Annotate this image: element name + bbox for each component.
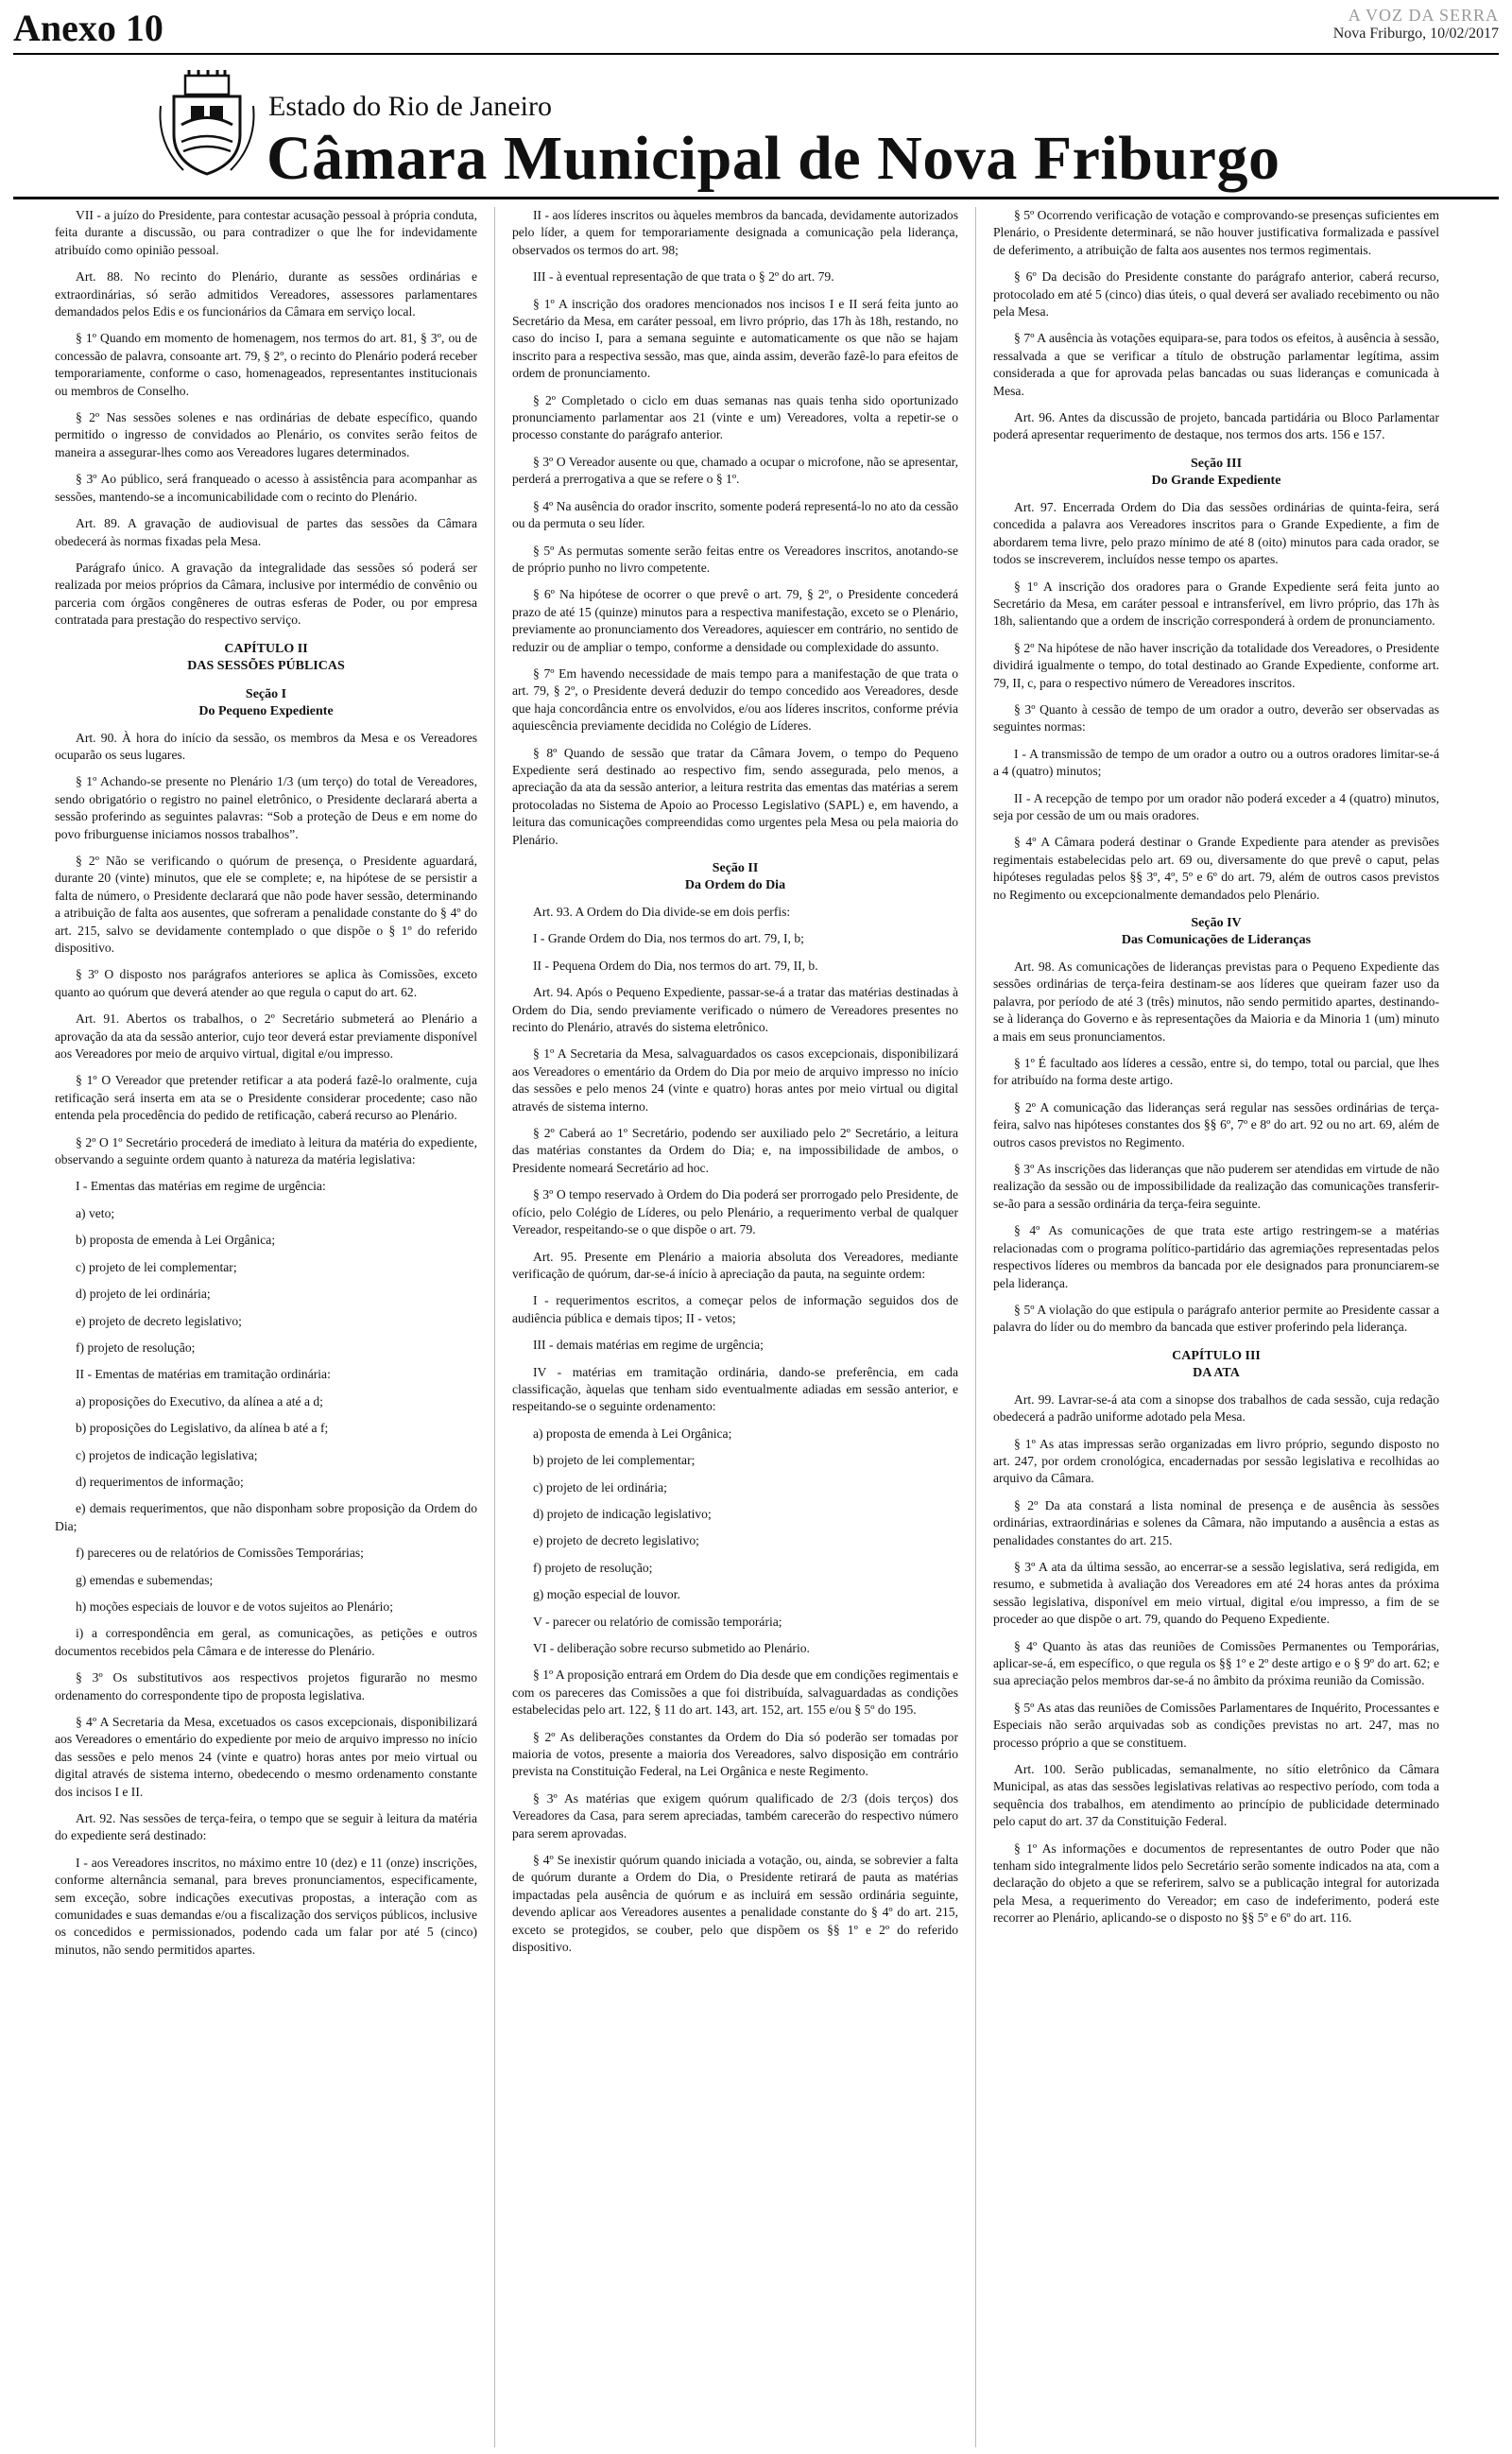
- column-3: [975, 207, 1456, 2447]
- paragraph: Art. 96. Antes da discussão de projeto, bancada partidária ou Bloco Parlamentar poderá apresentar requerimento de destaque, nos termos dos arts. 156 e 157.: [993, 410, 1439, 442]
- paragraph: § 7º Em havendo necessidade de mais tempo para a manifestação de que trata o art. 79, § 2º, o Presidente deverá deduzir do tempo concedido aos Vereadores, desde que haja concordância entre os envolvidos, e/ou aos líderes inscritos, conforme prévia aquiescência previamente decidida no Colégio de Líderes.: [512, 665, 958, 734]
- paragraph: § 2º As deliberações constantes da Ordem do Dia só poderão ser tomadas por maioria de votos, presente a maioria dos Vereadores, salvo disposição em contrário prevista na Constituição Federal, na Lei Orgânica e neste Regimento.: [512, 1729, 958, 1779]
- paragraph: h) moções especiais de louvor e de votos sujeitos ao Plenário;: [76, 1599, 393, 1614]
- chamber-name: Câmara Municipal de Nova Friburgo: [266, 124, 1280, 193]
- paragraph: c) projeto de lei complementar;: [76, 1259, 237, 1274]
- paragraph: § 1º A inscrição dos oradores mencionados nos incisos I e II será feita junto ao Secretário da Mesa, em caráter pessoal, em livro próprio, das 17h às 18h, restando, no caso do inciso I, para a semana seguinte e automaticamente os que não se hajam inscrito para a respectiva sessão, mas que, ainda assim, deverão fazê-lo para efeitos de ordem de pronunciamento.: [512, 296, 958, 381]
- section-heading: [993, 915, 1439, 949]
- section-heading: [993, 456, 1439, 490]
- paragraph: Art. 89. A gravação de audiovisual de partes das sessões da Câmara obedecerá às normas fixadas pela Mesa.: [55, 516, 477, 548]
- section-heading: [993, 1348, 1439, 1382]
- paragraph: I - A transmissão de tempo de um orador a outro ou a outros oradores limitar-se-á a 4 (quatro) minutos;: [993, 746, 1439, 779]
- paragraph: § 1º A inscrição dos oradores para o Grande Expediente será feita junto ao Secretário da Mesa, em caráter pessoal e intransferível, em livro próprio, das 17h às 18h, salientando que a ordem de inscrição corresponderá à ordem de pronunciamento.: [993, 579, 1439, 629]
- paragraph: Art. 94. Após o Pequeno Expediente, passar-se-á a tratar das matérias destinadas à Ordem do Dia, sendo previamente verificado o número de Vereadores presentes no recinto do Plenário, através do sistema eletrônico.: [512, 985, 958, 1035]
- paragraph: VI - deliberação sobre recurso submetido ao Plenário.: [533, 1641, 810, 1655]
- paragraph: f) pareceres ou de relatórios de Comissões Temporárias;: [76, 1546, 364, 1561]
- heading-line: DAS SESSÕES PÚBLICAS: [187, 658, 345, 673]
- section-heading: [55, 686, 477, 720]
- paragraph: a) proposições do Executivo, da alínea a até a d;: [76, 1393, 323, 1408]
- paragraph: I - Ementas das matérias em regime de urgência:: [76, 1179, 326, 1194]
- heading-line: Das Comunicações de Lideranças: [1121, 933, 1312, 947]
- paragraph: II - Ementas de matérias em tramitação ordinária:: [76, 1367, 331, 1382]
- paragraph: d) projeto de lei ordinária;: [76, 1287, 211, 1302]
- paragraph: § 1º A proposição entrará em Ordem do Dia desde que em condições regimentais e com os pareceres das Comissões a que foi distribuída, salvaguardadas as condições estabelecidas pelo art. 122, § 11 do art. 143, art. 152, art. 155 e/ou § 5º do 195.: [512, 1668, 958, 1718]
- paragraph: § 6º Da decisão do Presidente constante do parágrafo anterior, caberá recurso, protocolado em até 5 (cinco) dias úteis, o qual deverá ser avaliado recebimento ou não pela Mesa.: [993, 269, 1439, 320]
- paragraph: § 4º Se inexistir quórum quando iniciada a votação, ou, ainda, se sobrevier a falta de quórum durante a Ordem do Dia, o Presidente retirará de pauta as matérias impactadas pela ausência de quórum e as incluirá em sessão ordinária seguinte, devendo aplicar aos Vereadores ausentes a penalidade constante do § 4º do art. 215, exceto se protegidos, se couber, pelo que dispõem os §§ 1º e 2º do referido dispositivo.: [512, 1853, 958, 1955]
- paragraph: § 3º As matérias que exigem quórum qualificado de 2/3 (dois terços) dos Vereadores da Casa, para serem apreciadas, também carecerão do respectivo número para serem aprovadas.: [512, 1790, 958, 1840]
- column-2: [494, 207, 975, 2447]
- paragraph: II - A recepção de tempo por um orador não poderá exceder a 4 (quatro) minutos, seja por cessão de um ou mais oradores.: [993, 790, 1439, 822]
- paragraph: § 5º As permutas somente serão feitas entre os Vereadores inscritos, anotando-se de próprio punho no livro competente.: [512, 543, 958, 575]
- paragraph: § 6º Na hipótese de ocorrer o que prevê o art. 79, § 2º, o Presidente concederá prazo de até 15 (quinze) minutos para a respectiva manifestação, exceto se o Plenário, previamente ao pronunciamento dos Vereadores, aquiescer em contrário, no sentido de reduzir ou de ampliar o tempo, conforme a densidade ou complexidade do assunto.: [512, 587, 958, 654]
- paragraph: II - Pequena Ordem do Dia, nos termos do art. 79, II, b.: [533, 958, 818, 973]
- paragraph: g) emendas e subemendas;: [76, 1572, 214, 1587]
- paragraph: Art. 92. Nas sessões de terça-feira, o tempo que se seguir à leitura da matéria do expediente será destinado:: [55, 1811, 477, 1843]
- paragraph: Art. 99. Lavrar-se-á ata com a sinopse dos trabalhos de cada sessão, cuja redação obedecerá a padrão uniforme adotado pela Mesa.: [993, 1391, 1439, 1425]
- heading-line: CAPÍTULO II: [224, 641, 308, 656]
- paragraph: § 3º O disposto nos parágrafos anteriores se aplica às Comissões, exceto quanto ao quórum que deverá atender ao que regula o caput do art. 62.: [55, 967, 477, 999]
- paragraph: § 8º Quando de sessão que tratar da Câmara Jovem, o tempo do Pequeno Expediente será destinado ao respectivo fim, sendo assegurada, pelo menos, a apreciação da ata da sessão anterior, a leitura restrita das ementas das matérias a serem protocoladas no Sistema de Apoio ao Processo Legislativo (SAPL) e, em havendo, a leitura das comunicações compreendidas como urgentes pela Mesa ou pela maioria do Plenário.: [512, 745, 958, 847]
- paragraph: § 2º O 1º Secretário procederá de imediato à leitura da matéria do expediente, observando a seguinte ordem quanto à natureza da matéria legislativa:: [55, 1134, 477, 1167]
- heading-line: Do Grande Expediente: [1151, 473, 1281, 488]
- paragraph: Art. 98. As comunicações de lideranças previstas para o Pequeno Expediente das sessões ordinárias de terça-feira destinam-se aos líderes que queiram fazer uso da palavra, por período de até 3 (três) minutos, não sendo permitido apartes, destinando-se à liderança do Governo e às representações da Maioria e da Minoria 1 (um) minuto a mais em seus pronunciamentos.: [993, 959, 1439, 1044]
- heading-line: DA ATA: [1193, 1365, 1240, 1380]
- paragraph: § 3º Quanto à cessão de tempo de um orador a outro, deverão ser observadas as seguintes normas:: [993, 701, 1439, 734]
- dateline: Nova Friburgo, 10/02/2017: [1332, 26, 1499, 42]
- paragraph: Art. 91. Abertos os trabalhos, o 2º Secretário submeterá ao Plenário a aprovação da ata da sessão anterior, cujo teor deverá estar previamente disponível aos Vereadores por meio de arquivo virtual, digital e/ou impresso.: [55, 1011, 477, 1062]
- paragraph: § 3º Os substitutivos aos respectivos projetos figurarão no mesmo ordenamento do correspondente tipo de proposta legislativa.: [55, 1670, 477, 1702]
- heading-line: Seção IV: [1191, 916, 1242, 930]
- paragraph: d) requerimentos de informação;: [76, 1474, 244, 1489]
- paragraph: i) a correspondência em geral, as comunicações, as petições e outros documentos recebidos pela Câmara e de interesse do Plenário.: [55, 1626, 477, 1658]
- paragraph: I - requerimentos escritos, a começar pelos de informação seguidos dos de audiência pública e demais tipos; II - vetos;: [512, 1293, 958, 1325]
- paragraph: b) proposições do Legislativo, da alínea b até a f;: [76, 1421, 329, 1436]
- paragraph: § 2º Da ata constará a lista nominal de presença e de ausência às sessões ordinárias, extraordinárias e solenes da Câmara, não imputando a ausência a estas as penalidades constantes do art. 215.: [993, 1497, 1439, 1547]
- paragraph: III - demais matérias em regime de urgência;: [533, 1338, 764, 1353]
- paragraph: § 4º Quanto às atas das reuniões de Comissões Permanentes ou Temporárias, aplicar-se-á, em específico, o que regula os §§ 1º e 2º deste artigo e o § 9º do art. 62; e sua apreciação pelos membros dar-se-á no âmbito da próxima reunião da Comissão.: [993, 1638, 1439, 1688]
- heading-line: Seção II: [712, 861, 759, 875]
- newspaper-info: [1333, 6, 1499, 43]
- article-columns: [13, 199, 1499, 2447]
- heading-line: Da Ordem do Dia: [684, 878, 786, 892]
- paragraph: I - Grande Ordem do Dia, nos termos do art. 79, I, b;: [533, 931, 804, 946]
- paragraph: § 4º A Câmara poderá destinar o Grande Expediente para atender as previsões regimentais estabelecidas pelo art. 69 ou, diversamente do que prevê o caput, pelas hipóteses reguladas pelos §§ 3º, 4º, 5º e 6º do art. 79, além de outros casos previstos no Regimento ou excepcionalmente demandados pelo Plenário.: [993, 835, 1439, 902]
- paragraph: § 1º As informações e documentos de representantes de outro Poder que não tenham sido integralmente lidos pelo Secretário serão somente indicados na ata, com a declaração do objeto a que se referirem, salvo se a publicação integral for autorizada pela Mesa, a requerimento do Vereador; em caso de indeferimento, poderá este recorrer ao Plenário, aplicando-se o disposto no §§ 5º e 6º do art. 116.: [993, 1840, 1439, 1926]
- paragraph: III - à eventual representação de que trata o § 2º do art. 79.: [533, 269, 834, 285]
- paragraph: V - parecer ou relatório de comissão temporária;: [533, 1614, 782, 1629]
- state-name: Estado do Rio de Janeiro: [268, 91, 552, 122]
- paragraph: § 1º Quando em momento de homenagem, nos termos do art. 81, § 3º, ou de concessão de palavra, consoante art. 79, § 2º, o recinto do Plenário poderá receber temporariamente, conforme o caso, homenageados, representantes institucionais ou membros de Conselho.: [55, 331, 477, 398]
- paragraph: § 2º Na hipótese de não haver inscrição da totalidade dos Vereadores, o Presidente dividirá igualmente o tempo, do total destinado ao Grande Expediente, conforme art. 79, II, c, para o respectivo número de Vereadores inscritos.: [993, 640, 1439, 690]
- paragraph: f) projeto de resolução;: [76, 1339, 196, 1355]
- page-header: [13, 0, 1499, 55]
- masthead: [13, 55, 1499, 199]
- paragraph: Art. 100. Serão publicadas, semanalmente, no sítio eletrônico da Câmara Municipal, as atas das sessões legislativas relativas ao respectivo período, com toda a sequência dos trabalhos, em atendimento ao princípio de publicidade determinado pelo caput do art. 37 da Constituição Federal.: [993, 1762, 1439, 1829]
- paragraph: e) demais requerimentos, que não disponham sobre proposição da Ordem do Dia;: [55, 1501, 477, 1533]
- paragraph: II - aos líderes inscritos ou àqueles membros da bancada, devidamente autorizados pelo líder, a quem for temporariamente designada a comunicação pela liderança, observados os termos do art. 98;: [512, 208, 958, 257]
- paragraph: § 4º As comunicações de que trata este artigo restringem-se a matérias relacionadas com o programa político-partidário das agremiações representadas pelos respectivos líderes ou membros da bancada por ele designados para pronunciarem-se pela liderança.: [993, 1223, 1439, 1290]
- paragraph: § 4º Na ausência do orador inscrito, somente poderá representá-lo no ato da cessão ou da permuta o seu líder.: [512, 498, 958, 531]
- paragraph: § 1º O Vereador que pretender retificar a ata poderá fazê-lo oralmente, cuja retificação será inserta em ata se o Presidente considerar procedente; caso não entenda pela procedência do pedido de retificação, caberá recurso ao Plenário.: [55, 1073, 477, 1123]
- paragraph: § 3º O tempo reservado à Ordem do Dia poderá ser prorrogado pelo Presidente, de ofício, pelo Colégio de Líderes, ou pelo Plenário, a requerimento verbal de qualquer Vereador, respeitando-se o que dispõe o art. 79.: [512, 1187, 958, 1237]
- paragraph: § 3º O Vereador ausente ou que, chamado a ocupar o microfone, não se apresentar, perderá a prerrogativa a que se refere o § 1º.: [512, 454, 958, 487]
- section-heading: [512, 860, 958, 894]
- paragraph: § 2º A comunicação das lideranças será regular nas sessões ordinárias de terça-feira, salvo nas hipóteses constantes dos §§ 6º, 7º e 8º do art. 92 ou no art. 69, além de outros casos previstos no Regimento.: [993, 1099, 1439, 1149]
- paragraph: VII - a juízo do Presidente, para contestar acusação pessoal à própria conduta, feita durante a discussão, ou para contradizer o que lhe for indevidamente atribuído como opinião pessoal.: [55, 208, 477, 257]
- paragraph: § 1º Achando-se presente no Plenário 1/3 (um terço) do total de Vereadores, sendo obrigatório o registro no painel eletrônico, o Presidente declarará aberta a sessão proferindo as seguintes palavras: “Sob a proteção de Deus e em nome do povo friburguense iniciamos nossos trabalhos”.: [55, 774, 477, 841]
- paragraph: § 2º Nas sessões solenes e nas ordinárias de debate específico, quando permitido o ingresso de convidados ao Plenário, os convites serão feitos de maneira a assegurar-lhes como aos Vereadores lugares determinados.: [55, 410, 477, 459]
- paragraph: b) proposta de emenda à Lei Orgânica;: [76, 1233, 276, 1248]
- coat-of-arms-icon: [155, 68, 259, 181]
- paragraph: d) projeto de indicação legislativo;: [533, 1506, 712, 1521]
- paragraph: b) projeto de lei complementar;: [533, 1453, 696, 1468]
- paragraph: c) projetos de indicação legislativa;: [76, 1447, 258, 1462]
- paragraph: g) moção especial de louvor.: [533, 1587, 680, 1602]
- paragraph: § 1º A Secretaria da Mesa, salvaguardados os casos excepcionais, disponibilizará aos Vereadores o ementário da Ordem do Dia por meio de arquivo impresso no início das sessões e pelo menos 24 (vinte e quatro) horas antes por meio virtual ou digital através de sistema interno.: [512, 1046, 958, 1114]
- paragraph: § 7º A ausência às votações equipara-se, para todos os efeitos, à ausência à sessão, ressalvada a que se verificar a título de obstrução parlamentar legítima, assim considerada a que for aprovada pelas bancadas ou suas lideranças e comunicada à Mesa.: [993, 331, 1439, 398]
- column-1: [13, 207, 494, 2447]
- paragraph: f) projeto de resolução;: [533, 1560, 653, 1575]
- paragraph: a) proposta de emenda à Lei Orgânica;: [533, 1426, 732, 1441]
- paragraph: § 5º A violação do que estipula o parágrafo anterior permite ao Presidente cassar a palavra do líder ou do membro da bancada que estiver proferindo pela liderança.: [993, 1302, 1439, 1335]
- paragraph: I - aos Vereadores inscritos, no máximo entre 10 (dez) e 11 (onze) inscrições, conforme alternância semanal, para breves pronunciamentos, especificamente, sem exceção, sobre indicações executivas propostas, a interação com as comunidades e suas demandas e/ou a fiscalização dos serviços públicos, inclusive os concedidos e permissionados, podendo cada um falar por até 5 (cinco) minutos, não sendo permitidos apartes.: [55, 1855, 477, 1957]
- heading-line: Seção I: [245, 686, 287, 701]
- paragraph: c) projeto de lei ordinária;: [533, 1479, 667, 1495]
- section-title: Anexo 10: [13, 7, 163, 49]
- paragraph: § 1º As atas impressas serão organizadas em livro próprio, segundo disposto no art. 247, por ordem cronológica, encadernadas por sessão legislativa e recolhidas ao arquivo da Câmara.: [993, 1436, 1439, 1486]
- paragraph: § 1º É facultado aos líderes a cessão, entre si, do tempo, total ou parcial, que lhes for atribuído na forma deste artigo.: [993, 1056, 1439, 1088]
- paragraph: Art. 90. À hora do início da sessão, os membros da Mesa e os Vereadores ocuparão os seus lugares.: [55, 730, 477, 762]
- paragraph: § 2º Não se verificando o quórum de presença, o Presidente aguardará, durante 20 (vinte) minutos, que ele se complete; e, na hipótese de se persistir a falta de número, o Presidente declarará que não pode haver sessão, determinando a atribuição de falta aos ausentes, que sofreram a penalidade constante do § 4º do art. 215, salvo se devidamente contemplado o que dispõe o § 1º do referido dispositivo.: [55, 853, 477, 955]
- section-heading: [55, 641, 477, 675]
- paragraph: Art. 93. A Ordem do Dia divide-se em dois perfis:: [533, 905, 791, 919]
- paragraph: § 3º As inscrições das lideranças que não puderem ser atendidas em virtude de não realização da sessão ou de impossibilidade da realização das comunicações transferir-se-ão para a sessão ordinária da terça-feira seguinte.: [993, 1162, 1439, 1211]
- heading-line: Do Pequeno Expediente: [198, 703, 334, 718]
- paragraph: Parágrafo único. A gravação da integralidade das sessões só poderá ser realizada por meios próprios da Câmara, inclusive por intermédio de convênio ou parceria com órgãos congêneres de outras esferas de Poder, ou por empresa contratada para prestação do respectivo serviço.: [55, 560, 477, 628]
- newspaper-name: A VOZ DA SERRA: [1348, 6, 1499, 25]
- paragraph: § 3º Ao público, será franqueado o acesso à assistência para acompanhar as sessões, mantendo-se a incomunicabilidade com o recinto do Plenário.: [55, 472, 477, 504]
- paragraph: § 2º Caberá ao 1º Secretário, podendo ser auxiliado pelo 2º Secretário, a leitura das matérias constantes da Ordem do Dia; e, na impossibilidade de ambos, o Presidente nomeará Secretário ad hoc.: [512, 1126, 958, 1175]
- paragraph: e) projeto de decreto legislativo;: [533, 1533, 699, 1548]
- heading-line: CAPÍTULO III: [1172, 1348, 1261, 1363]
- paragraph: a) veto;: [76, 1205, 115, 1220]
- paragraph: § 2º Completado o ciclo em duas semanas nas quais tenha sido oportunizado pronunciamento parlamentar aos 21 (vinte e um) Vereadores, volta a repetir-se o processo constante do parágrafo anterior.: [512, 392, 958, 442]
- paragraph: Art. 88. No recinto do Plenário, durante as sessões ordinárias e extraordinárias, só serão admitidos Vereadores, assessores parlamentares demandados pelos Edis e os funcionários da Câmara em serviço local.: [55, 269, 477, 320]
- paragraph: § 5º Ocorrendo verificação de votação e comprovando-se presenças suficientes em Plenário, o Presidente determinará, se não houver justificativa formalizada e passível de deferimento, a atribuição de falta aos ausentes nos termos regimentais.: [993, 208, 1439, 257]
- paragraph: § 3º A ata da última sessão, ao encerrar-se a sessão legislativa, será redigida, em resumo, e submetida à avaliação dos Vereadores em até 24 horas antes da próxima sessão legislativa, disponível em meio virtual, digital e/ou impresso, a fim de se proceder ao que dispõe o art. 79, quando do Pequeno Expediente.: [993, 1559, 1439, 1627]
- paragraph: IV - matérias em tramitação ordinária, dando-se preferência, em cada classificação, àquelas que tenham sido eventualmente adiadas em sessão anterior, e respeitando-se o seguinte ordenamento:: [512, 1364, 958, 1414]
- paragraph: Art. 97. Encerrada Ordem do Dia das sessões ordinárias de quinta-feira, será concedida a palavra aos Vereadores inscritos para o Grande Expediente, a fim de abordarem tema livre, pelo prazo mínimo de até 8 (oito) minutos para cada orador, se todos se inscreverem, incluídos nesse tempo os apartes.: [993, 499, 1439, 567]
- paragraph: e) projeto de decreto legislativo;: [76, 1313, 242, 1328]
- heading-line: Seção III: [1190, 456, 1243, 471]
- paragraph: § 5º As atas das reuniões de Comissões Parlamentares de Inquérito, Processantes e Especiais não serão arquivadas sob as condições previstas no art. 247, mas no processo próprio a que se constituem.: [993, 1700, 1439, 1750]
- paragraph: Art. 95. Presente em Plenário a maioria absoluta dos Vereadores, mediante verificação de quórum, dar-se-á início à apreciação da pauta, na seguinte ordem:: [512, 1249, 958, 1281]
- paragraph: § 4º A Secretaria da Mesa, excetuados os casos excepcionais, disponibilizará aos Vereadores o ementário do expediente por meio de arquivo impresso no início das sessões e pelo menos 24 (vinte e quatro) horas antes por meio virtual ou digital através de sistema interno, obedecendo o mesmo ordenamento constante dos incisos I e II.: [55, 1715, 477, 1799]
